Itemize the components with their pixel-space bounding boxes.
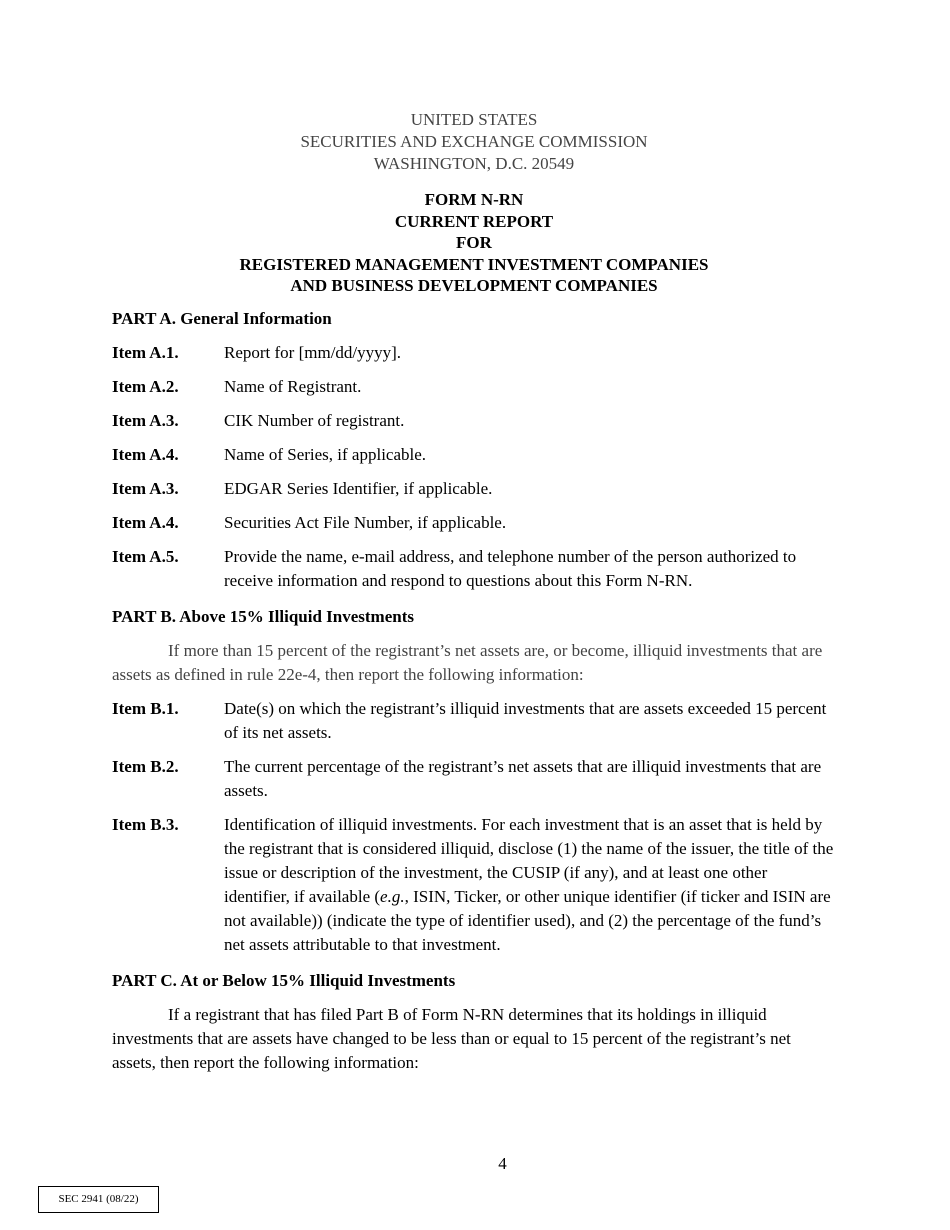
form-title-line: FORM N-RN	[424, 190, 524, 209]
item-row	[112, 409, 836, 433]
item-row	[112, 375, 836, 399]
agency-line: UNITED STATES	[410, 110, 538, 129]
item-row	[112, 697, 836, 745]
item-text: EDGAR Series Identifier, if applicable.	[224, 478, 493, 498]
document-page	[112, 109, 836, 1075]
agency-line: SECURITIES AND EXCHANGE COMMISSION	[300, 132, 648, 151]
item-text: Name of Series, if applicable.	[224, 444, 427, 464]
item-text: Name of Registrant.	[224, 376, 362, 396]
item-number: Item A.1.	[112, 342, 179, 362]
item-text: Date(s) on which the registrant’s illiquid investments that are assets exceeded 15 percent of its net assets.	[224, 698, 827, 742]
item-number: Item A.5.	[112, 546, 179, 566]
item-number: Item B.2.	[112, 756, 179, 776]
item-text-segment: , ISIN, Ticker, or other unique identifier (if ticker and ISIN are not available)) (indicate the type of identifier used), and (2) the percentage of the fund’s net assets attributable to that investment.	[224, 886, 831, 954]
item-number: Item B.1.	[112, 698, 179, 718]
form-title-line: CURRENT REPORT	[394, 211, 554, 231]
form-title-line: FOR	[456, 233, 492, 253]
part-b-intro: If more than 15 percent of the registrant’s net assets are, or become, illiquid investments that are assets as defined in rule 22e-4, then report the following information:	[112, 640, 823, 684]
agency-header	[112, 109, 836, 175]
part-b-heading: PART B. Above 15% Illiquid Investments	[112, 606, 414, 626]
item-number: Item A.2.	[112, 376, 179, 396]
item-text: Provide the name, e-mail address, and telephone number of the person authorized to receive information and respond to questions about this Form N-RN.	[224, 546, 797, 590]
item-number: Item A.4.	[112, 444, 179, 464]
item-text: Securities Act File Number, if applicable.	[224, 512, 507, 532]
item-number: Item A.4.	[112, 512, 179, 532]
item-row	[112, 813, 836, 957]
item-text: The current percentage of the registrant’s net assets that are illiquid investments that are assets.	[224, 756, 822, 800]
form-title	[112, 189, 836, 297]
agency-line: WASHINGTON, D.C. 20549	[373, 154, 575, 173]
item-row	[112, 477, 836, 501]
item-text-italic: e.g.	[380, 886, 405, 906]
item-number: Item B.3.	[112, 814, 179, 834]
form-title-line: AND BUSINESS DEVELOPMENT COMPANIES	[290, 276, 658, 296]
part-c-intro: If a registrant that has filed Part B of Form N-RN determines that its holdings in illiquid investments that are assets have changed to be less than or equal to 15 percent of the registrant’s net assets, then report the following information:	[112, 1004, 791, 1072]
item-row	[112, 755, 836, 803]
form-code-box: SEC 2941 (08/22)	[38, 1186, 159, 1213]
part-c-heading: PART C. At or Below 15% Illiquid Investments	[112, 970, 456, 990]
item-text: CIK Number of registrant.	[224, 410, 405, 430]
part-a-heading: PART A. General Information	[112, 308, 332, 328]
item-text-segment: Identification of illiquid investments. For each investment that is an asset that is held by the registrant that is considered illiquid, disclose (1) the name of the issuer, the title of the issue or description of the investment, the CUSIP (if any), and at least one other identifier, if available (	[224, 814, 834, 906]
item-row	[112, 341, 836, 365]
item-row	[112, 545, 836, 593]
form-title-line: REGISTERED MANAGEMENT INVESTMENT COMPANIES	[239, 254, 709, 274]
item-number: Item A.3.	[112, 478, 179, 498]
item-row	[112, 443, 836, 467]
item-text	[224, 813, 836, 957]
item-number: Item A.3.	[112, 410, 179, 430]
item-row	[112, 511, 836, 535]
page-number: 4	[498, 1154, 507, 1173]
item-text: Report for [mm/dd/yyyy].	[224, 342, 402, 362]
